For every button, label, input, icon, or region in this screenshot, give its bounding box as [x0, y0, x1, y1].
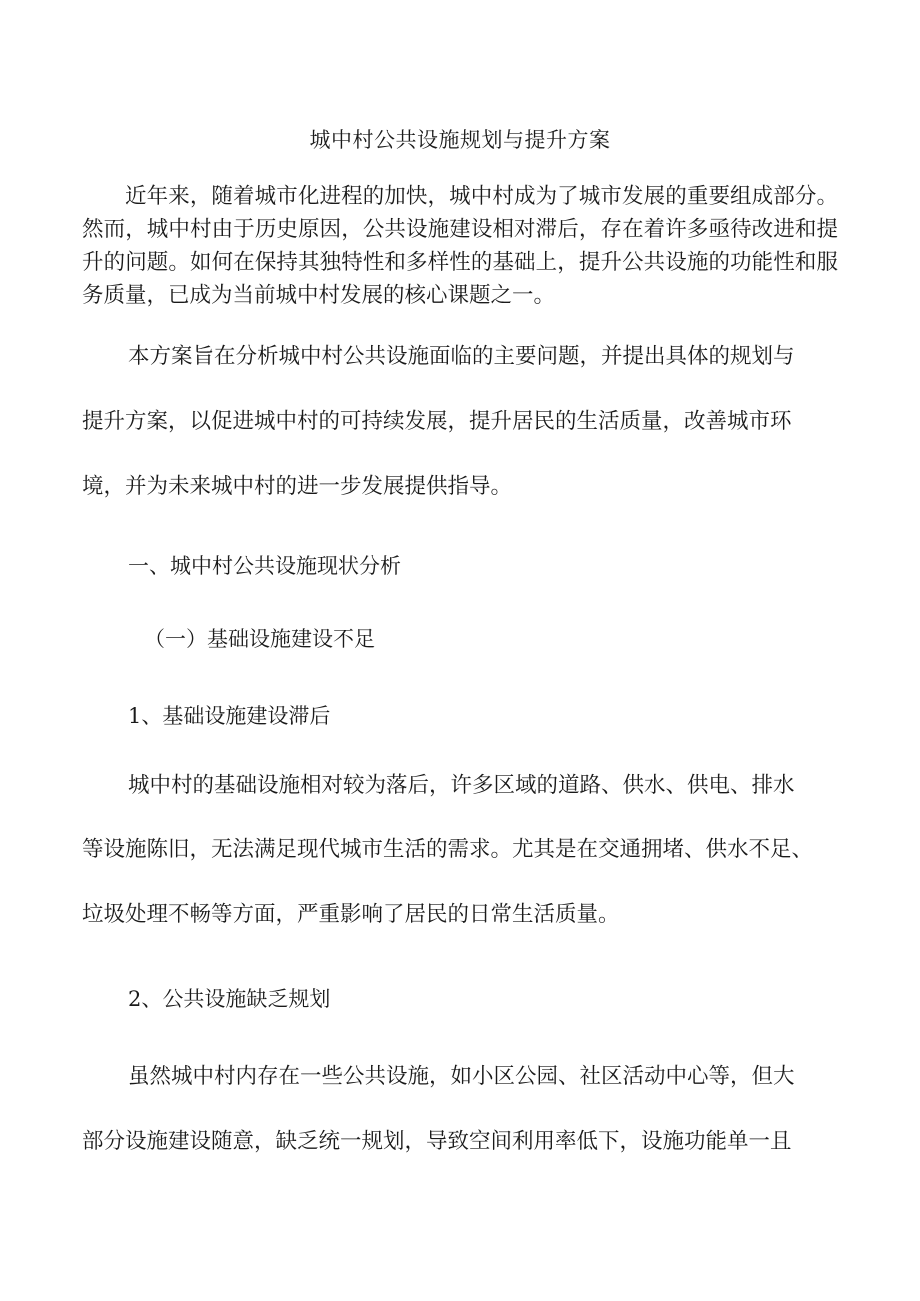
purpose-paragraph-line-2: 提升方案，以促进城中村的可持续发展，提升居民的生活质量，改善城市环 [82, 409, 792, 434]
item1-paragraph-line-1: 城中村的基础设施相对较为落后，许多区域的道路、供水、供电、排水 [128, 773, 795, 798]
item1-paragraph-line-2: 等设施陈旧，无法满足现代城市生活的需求。尤其是在交通拥堵、供水不足、 [82, 837, 814, 862]
item-heading-2: 2、公共设施缺乏规划 [128, 987, 331, 1011]
intro-paragraph: 近年来，随着城市化进程的加快，城中村成为了城市发展的重要组成部分。然而，城中村由于历史原因，公共设施建设相对滞后，存在着许多亟待改进和提升的问题。如何在保持其独特性和多样性的基础上，提升公共设施的功能性和服务质量，已成为当前城中村发展的核心课题之一。 [82, 184, 838, 308]
item2-paragraph-line-1: 虽然城中村内存在一些公共设施，如小区公园、社区活动中心等，但大 [128, 1064, 795, 1089]
document-title: 城中村公共设施规划与提升方案 [309, 128, 611, 152]
item2-paragraph-line-2: 部分设施建设随意，缺乏统一规划，导致空间利用率低下，设施功能单一且 [82, 1129, 792, 1154]
section-heading-1: 一、城中村公共设施现状分析 [128, 554, 401, 578]
purpose-paragraph-line-1: 本方案旨在分析城中村公共设施面临的主要问题，并提出具体的规划与 [128, 344, 795, 369]
item-heading-1: 1、基础设施建设滞后 [128, 704, 331, 728]
subsection-heading-1: （一）基础设施建设不足 [144, 627, 375, 651]
purpose-paragraph-line-3: 境，并为未来城中村的进一步发展提供指导。 [82, 474, 513, 499]
item1-paragraph-line-3: 垃圾处理不畅等方面，严重影响了居民的日常生活质量。 [82, 902, 620, 927]
